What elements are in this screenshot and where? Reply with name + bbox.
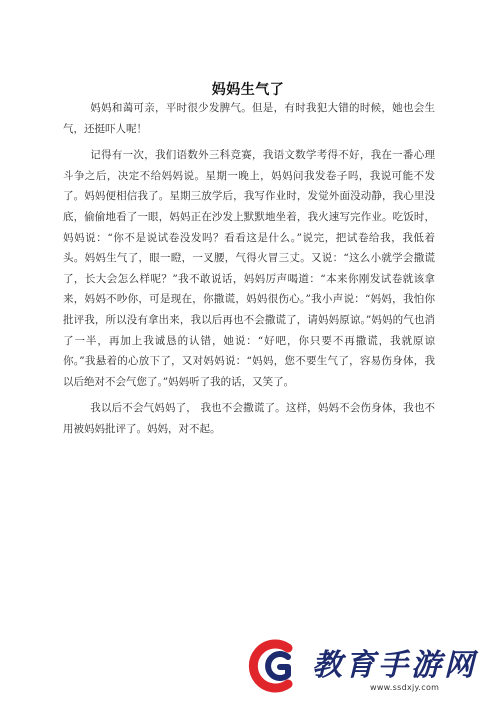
paragraph-2: 记得有一次，我们语数外三科竞赛，我语文数学考得不好，我在一番心理斗争之后，决定不给妈妈说。星期一晚上，妈妈问我发卷子吗，我说可能不发了。妈妈便相信我了。星期三放学后，我写作业时，发觉外面没动静，我心里没底，偷偷地看了一眼，妈妈正在沙发上默默地坐着，我火速写完作业。吃饭时，妈妈说：“你不是说试卷没发吗？看看这是什么。”说完，把试卷给我，我低着头。妈妈生气了，眼一瞪，一叉腰，气得火冒三丈。又说：“这么小就学会撒谎了，长大会怎么样呢？”我不敢说话，妈妈厉声喝道：“本来你刚发试卷就该拿来，妈妈不吵你，可是现在，你撒谎，妈妈很伤心。”我小声说：“妈妈，我怕你批评我，所以没有拿出来，我以后再也不会撒谎了，请妈妈原谅。”妈妈的气也消了一半，再加上我诚恳的认错，她说：“好吧，你只要不再撒谎，我就原谅你。”我悬着的心放下了，又对妈妈说：“妈妈，您不要生气了，容易伤身体，我以后绝对不会气您了。”妈妈听了我的话，又笑了。 (63, 149, 435, 388)
paragraph-3: 我以后不会气妈妈了， 我也不会撒谎了。这样，妈妈不会伤身体，我也不用被妈妈批评了。妈妈，对不起。 (63, 402, 435, 435)
document-title: 妈妈生气了 (211, 82, 285, 98)
watermark-site-url: www.ssdxjy.com (370, 683, 440, 692)
site-watermark (248, 636, 488, 698)
paragraph-1: 妈妈和蔼可亲，平时很少发脾气。但是，有时我犯大错的时候，她也会生气，还挺吓人呢！ (63, 102, 435, 135)
watermark-site-name: 教育手游网 (312, 648, 477, 683)
document-body (63, 98, 435, 446)
site-logo-icon (248, 638, 306, 694)
